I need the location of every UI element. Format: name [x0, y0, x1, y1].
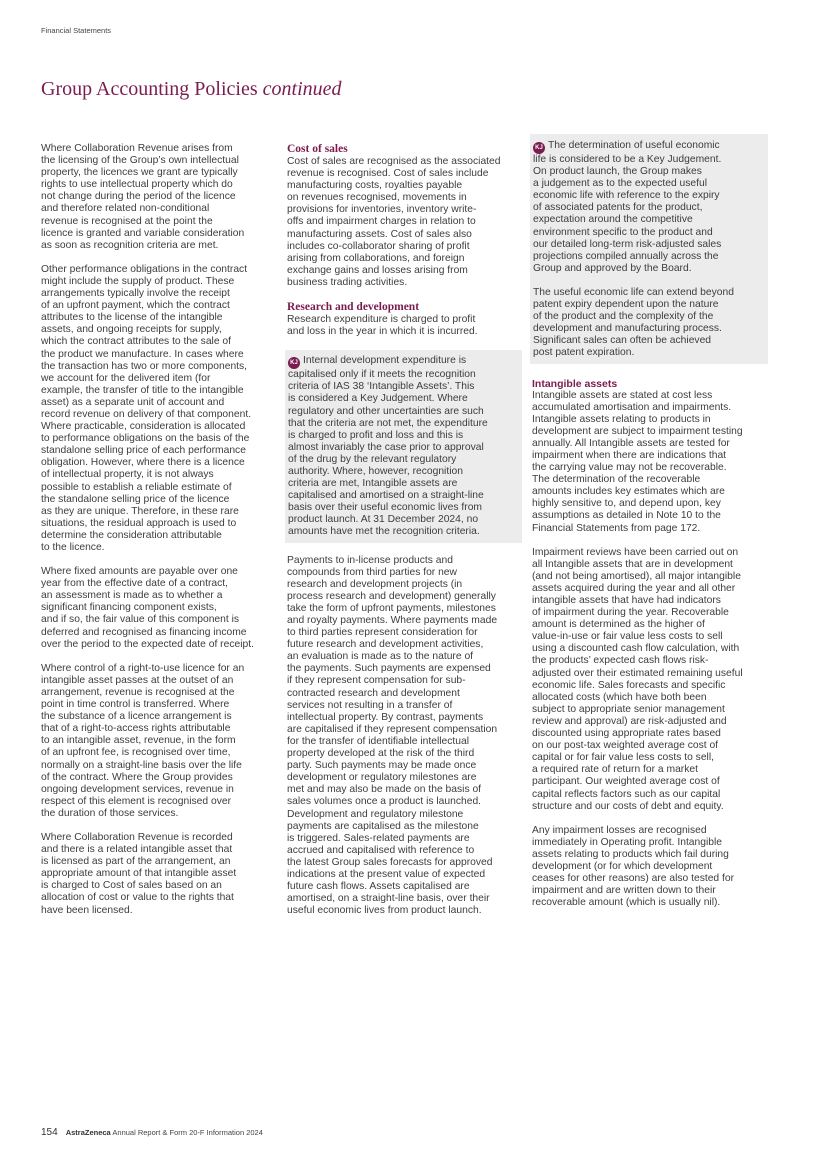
column-right: [532, 134, 766, 921]
heading-intangible-assets: Intangible assets: [532, 377, 618, 390]
key-judgement-useful-life-text: The determination of useful economic life is considered to be a Key Judgement. On product launch, the Group makes a judgement as to the expected useful economic life with reference to the expiry of associated patents for the product, expectation around the competitive environment specific to the product and our detailed long-term risk-adjusted sales projections compiled annually across the Group and approved by the Board.: [533, 140, 722, 274]
page-footer: [41, 1127, 263, 1138]
paragraph-performance-obligations: Other performance obligations in the contract might include the supply of product. These arrangements typically involve the receipt of an upfront payment, which the contract attributes to the license of the intangible assets, and ongoing receipts for supply, which the contract attributes to the sale of the product we manufacture. In cases where the transaction has two or more components, we account for the delivered item (for example, the transfer of title to the intangible asset) as a separate unit of account and record revenue on delivery of that component. Where practicable, consideration is allocated to performance obligations on the basis of the standalone selling price of each performance obligation. However, where there is a licence of intellectual property, it is not always possible to establish a reliable estimate of the standalone selling price of the licence as they are unique. Therefore, in these rare situations, the residual approach is used to determine the consideration attributable to the licence.: [41, 263, 252, 553]
page-title-main: Group Accounting Policies: [41, 78, 258, 100]
brand-name: AstraZeneca: [65, 1128, 111, 1137]
key-judgement-development-text: Internal development expenditure is capitalised only if it meets the recognition criteria of IAS 38 ‘Intangible Assets’. This is considered a Key Judgement. Where regulatory and other uncertainties are such that the criteria are not met, the expenditure is charged to profit and loss and this is almost invariably the case prior to approval of the drug by the relevant regulatory authority. Where, however, recognition criteria are met, Intangible assets are capitalised and amortised on a straight-line basis over their useful economic lives from product launch. At 31 December 2024, no amounts have met the recognition criteria.: [288, 355, 488, 538]
page-title: [41, 78, 342, 101]
paragraph-cost-of-sales: Cost of sales are recognised as the associated revenue is recognised. Cost of sales include manufacturing costs, royalties payable on revenues recognised, movements in provisions for inventories, inventory write- offs and impairment charges in relation to manufacturing assets. Cost of sales also includes co-collaborator sharing of profit arising from collaborations, and foreign exchange gains and losses arising from business trading activities.: [287, 156, 501, 288]
paragraph-in-license-payments: Payments to in-license products and compounds from third parties for new research and development projects (in process research and development) generally take the form of upfront payments, milestones and royalty payments. Where payments made to third parties represent consideration for future research and development activities, an evaluation is made as to the nature of the payments. Such payments are expensed if they represent compensation for sub- contracted research and development services not resulting in a transfer of intellectual property. By contrast, payments are capitalised if they represent compensation for the transfer of identifiable intellectual property developed at the risk of the third party. Such payments may be made once development or regulatory milestones are met and may also be made on the basis of sales volumes once a product is launched. Development and regulatory milestone payments are capitalised as the milestone is triggered. Sales-related payments are accrued and capitalised with reference to the latest Group sales forecasts for approved indications at the present value of expected future cash flows. Assets capitalised are amortised, on a straight-line basis, over their useful economic lives from product launch.: [287, 554, 498, 917]
paragraph-collaboration-cost-of-sales: Where Collaboration Revenue is recorded and there is a related intangible asset that is licensed as part of the arrangement, an appropriate amount of that intangible asset is charged to Cost of sales based on an allocation of cost or value to the rights that have been licensed.: [41, 831, 237, 916]
paragraph-impairment-reviews: Impairment reviews have been carried out on all Intangible assets that are in development (and not being amortised), all major intangible assets acquired during the year and all other intangible assets that have had indicators of impairment during the year. Recoverable amount is determined as the higher of value-in-use or fair value less costs to sell using a discounted cash flow calculation, with the products’ expected cash flows risk- adjusted over their estimated remaining useful economic life. Sales forecasts and specific allocated costs (which have both been subject to appropriate senior management review and approval) are risk-adjusted and discounted using appropriate rates based on our post-tax weighted average cost of capital or for fair value less costs to sell, a required rate of return for a market participant. Our weighted average cost of capital reflects factors such as our capital structure and our costs of debt and equity.: [532, 546, 743, 812]
key-judgement-icon: KJ: [288, 357, 300, 369]
report-title: Annual Report & Form 20-F Information 2024: [112, 1128, 263, 1137]
heading-research-and-development: Research and development: [287, 301, 420, 314]
paragraph-financing-component: Where fixed amounts are payable over one year from the effective date of a contract, an assessment is made as to whether a significant financing component exists, and if so, the fair value of this component is deferred and recognised as financing income over the period to the expected date of receipt.: [41, 566, 254, 650]
key-judgement-icon: KJ: [533, 142, 545, 154]
paragraph-research-expenditure: Research expenditure is charged to profit and loss in the year in which it is incurred.: [287, 314, 478, 338]
section-label: Financial Statements: [41, 26, 112, 35]
paragraph-intangible-assets: Intangible assets are stated at cost less accumulated amortisation and impairments. Intangible assets relating to products in development are subject to impairment testing annually. All Intangible assets are tested for impairment when there are indications that the carrying value may not be recoverable. The determination of the recoverable amounts includes key estimates which are highly sensitive to, and depend upon, key assumptions as detailed in Note 10 to the Financial Statements from page 172.: [532, 389, 743, 534]
column-left: [41, 143, 275, 929]
heading-cost-of-sales: Cost of sales: [287, 143, 348, 155]
key-judgement-box-development: [285, 350, 522, 542]
key-judgement-useful-life-extension: The useful economic life can extend beyond patent expiry dependent upon the nature of the product and the complexity of the development and manufacturing process. Significant sales can often be achieved post patent expiration.: [533, 286, 734, 359]
page-title-suffix: continued: [262, 78, 342, 100]
column-middle: [287, 143, 520, 929]
key-judgement-box-useful-life: [530, 134, 768, 364]
paragraph-right-to-use-licence: Where control of a right-to-use licence for an intangible asset passes at the outset of an arrangement, revenue is recognised at the point in time control is transferred. Where the substance of a licence arrangement is that of a right-to-access rights attributable to an intangible asset, revenue, in the form of an upfront fee, is recognised over time, normally on a straight-line basis over the life of the contract. Where the Group provides ongoing development services, revenue in respect of this element is recognised over the duration of those services.: [41, 662, 245, 819]
paragraph-collaboration-licensing: Where Collaboration Revenue arises from the licensing of the Group’s own intellectual property, the licences we grant are typically rights to use intellectual property which do not change during the period of the licence and therefore related non-conditional revenue is recognised at the point the licence is granted and variable consideration as soon as recognition criteria are met.: [41, 143, 245, 251]
page-number: 154: [41, 1127, 58, 1138]
paragraph-impairment-losses: Any impairment losses are recognised immediately in Operating profit. Intangible assets relating to products which fail during development (or for which development ceases for other reasons) are also tested for impairment and are written down to their recoverable amount (which is usually nil).: [532, 824, 735, 909]
